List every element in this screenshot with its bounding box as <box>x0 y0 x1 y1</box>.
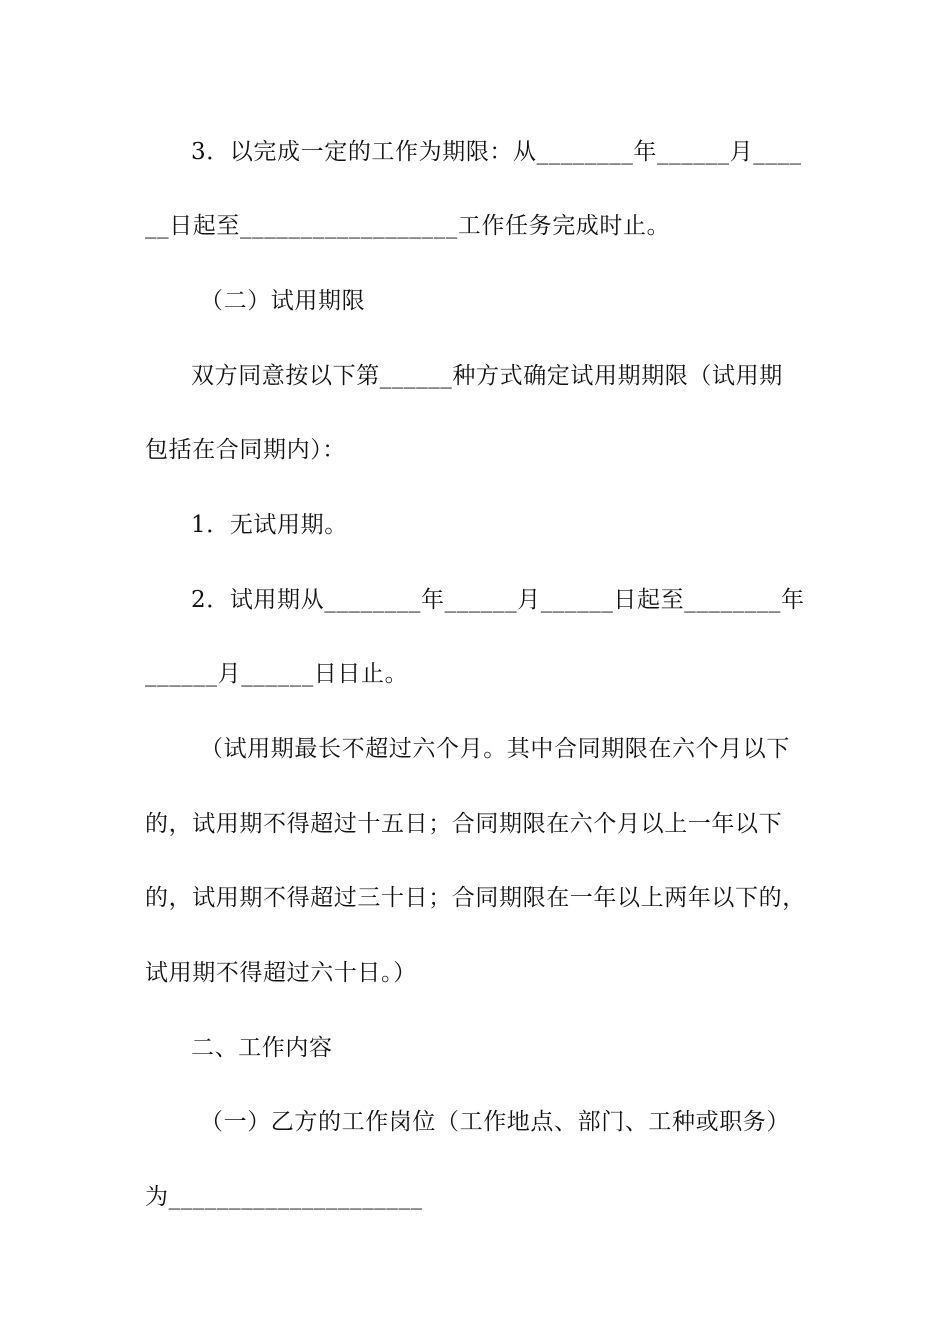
note-probation-limits-cont-1: 的，试用期不得超过十五日；合同期限在六个月以上一年以下 <box>145 811 783 837</box>
note-probation-limits: （试用期最长不超过六个月。其中合同期限在六个月以下 <box>200 736 790 762</box>
section-heading-probation: （二）试用期限 <box>200 288 366 314</box>
list-item-probation-dates: 2．试用期从________年______月______日起至________年 <box>191 587 805 613</box>
section-heading-work-content: 二、工作内容 <box>191 1035 333 1061</box>
list-item-probation-dates-cont: ______月______日日止。 <box>145 661 409 687</box>
paragraph-term-completion: 3．以完成一定的工作为期限：从________年______月____ <box>191 139 802 165</box>
paragraph-work-position: （一）乙方的工作岗位（工作地点、部门、工种或职务） <box>200 1109 790 1135</box>
paragraph-probation-method: 双方同意按以下第______种方式确定试用期期限（试用期 <box>191 363 783 389</box>
note-probation-limits-cont-2: 的，试用期不得超过三十日；合同期限在一年以上两年以下的， <box>145 885 806 911</box>
paragraph-term-completion-cont: __日起至__________________工作任务完成时止。 <box>145 213 671 239</box>
paragraph-probation-method-cont: 包括在合同期内）： <box>145 437 346 463</box>
note-probation-limits-cont-3: 试用期不得超过六十日。） <box>145 960 417 986</box>
list-item-no-probation: 1．无试用期。 <box>191 512 348 538</box>
paragraph-work-position-cont: 为_____________________ <box>145 1184 423 1210</box>
